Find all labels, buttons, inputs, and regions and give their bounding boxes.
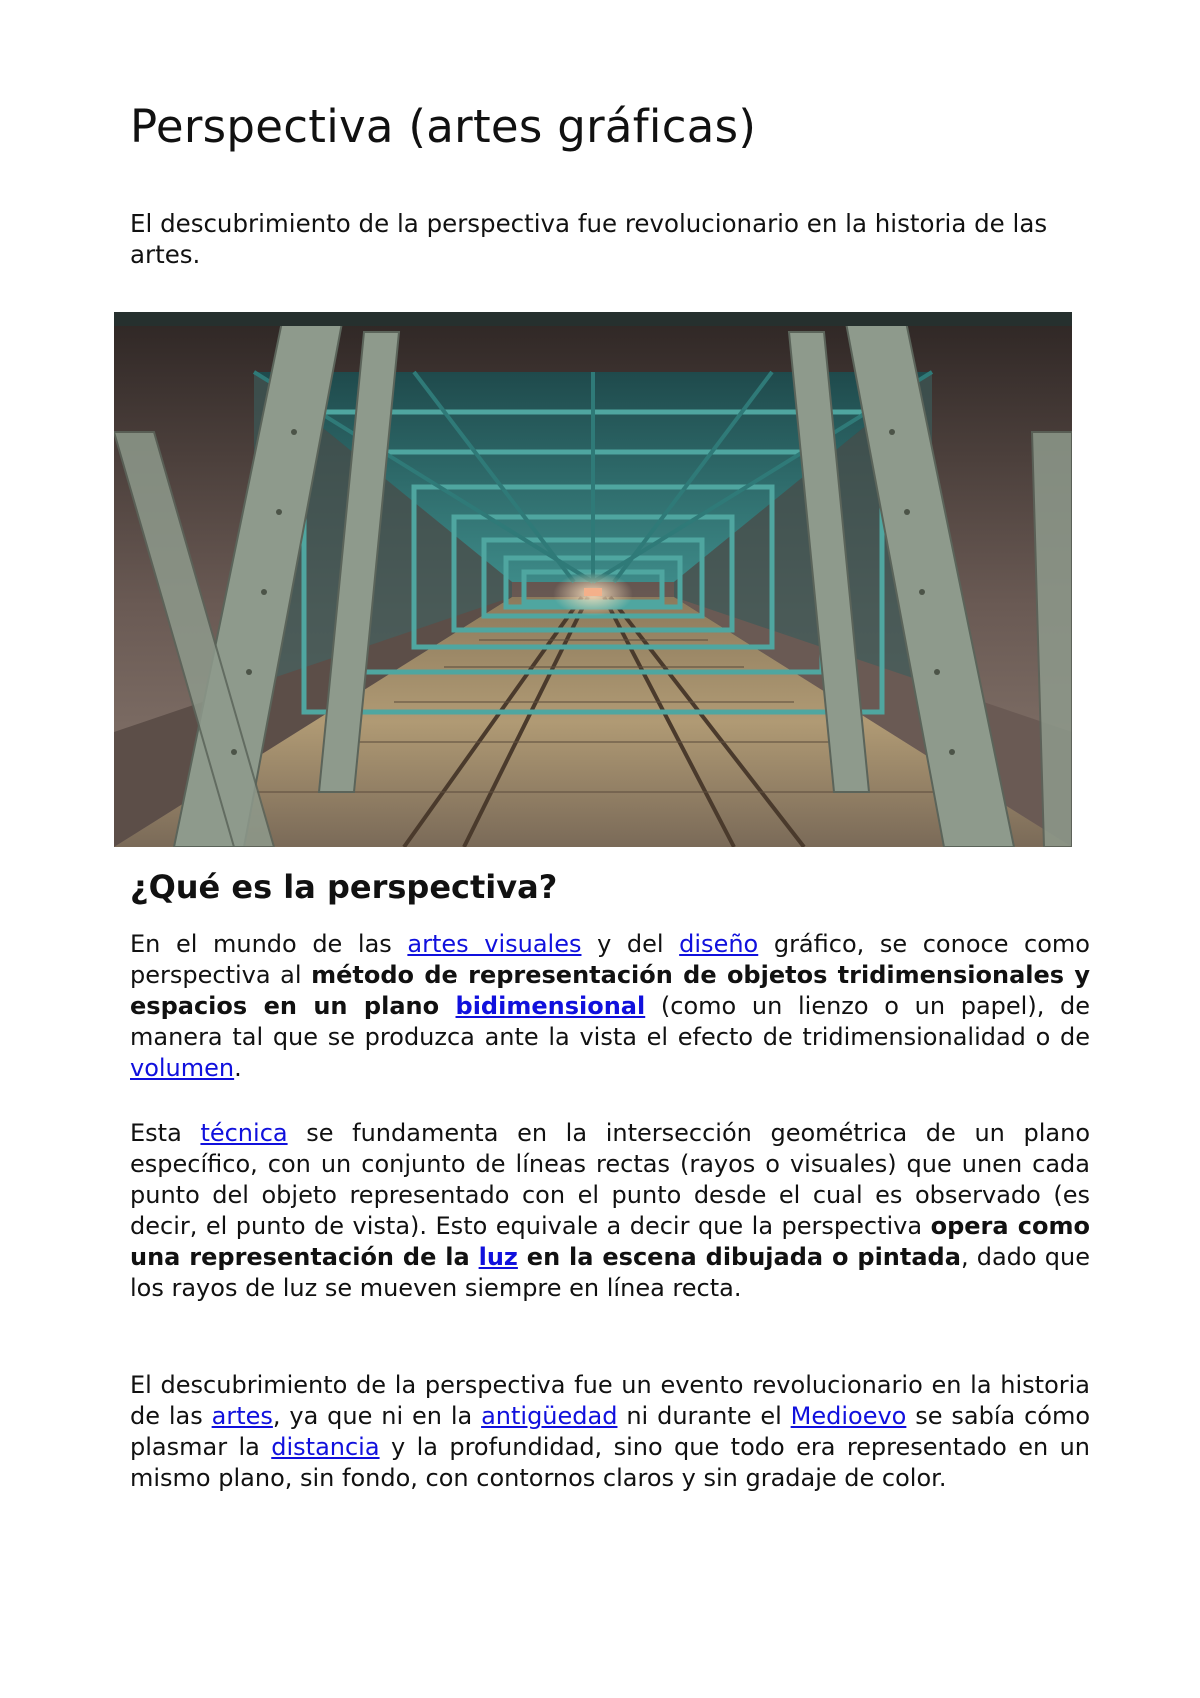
text: Esta <box>130 1119 201 1147</box>
link-medioevo[interactable]: Medioevo <box>790 1402 907 1430</box>
link-antiguedad[interactable]: antigüedad <box>481 1402 618 1430</box>
bold-text: opera como una representación de la <box>130 1212 1091 1271</box>
text: . <box>234 1054 242 1082</box>
text: y la profundidad, sino que todo era representado en un mismo plano, sin fondo, con contornos claros y sin gradaje de color. <box>130 1433 1090 1492</box>
text: se sabía cómo plasmar la <box>130 1402 1091 1461</box>
text: En el mundo de las <box>130 930 408 958</box>
link-diseno[interactable]: diseño <box>679 930 759 958</box>
paragraph-2 <box>130 1118 1090 1304</box>
link-tecnica[interactable]: técnica <box>200 1119 288 1147</box>
intro-paragraph: El descubrimiento de la perspectiva fue revolucionario en la historia de las artes. <box>130 209 1048 269</box>
text: (como un lienzo o un papel), de manera tal que se produzca ante la vista el efecto de tridimensionalidad o de <box>130 992 1091 1051</box>
bold-text: método de representación de objetos tridimensionales y espacios en un plano <box>130 961 1091 1020</box>
link-artes[interactable]: artes <box>211 1402 273 1430</box>
paragraph-3 <box>130 1370 1090 1494</box>
bold-text: en la escena dibujada o pintada <box>517 1243 961 1271</box>
text: gráfico, se conoce como perspectiva al <box>130 930 1090 989</box>
link-volumen[interactable]: volumen <box>130 1054 235 1082</box>
text: y del <box>581 930 680 958</box>
link-distancia[interactable]: distancia <box>271 1433 380 1461</box>
text: , ya que ni en la <box>272 1402 482 1430</box>
text: se fundamenta en la intersección geométrica de un plano específico, con un conjunto de líneas rectas (rayos o visuales) que unen cada punto del objeto representado con el punto desde el cual es observado (es decir, el punto de vista). Esto equivale a decir que la perspectiva <box>130 1119 1091 1240</box>
paragraph-1 <box>130 929 1090 1084</box>
text: ni durante el <box>617 1402 791 1430</box>
text: El descubrimiento de la perspectiva fue un evento revolucionario en la historia de las <box>130 1371 1090 1430</box>
link-luz[interactable]: luz <box>478 1243 518 1271</box>
text: , dado que los rayos de luz se mueven siempre en línea recta. <box>130 1243 1090 1302</box>
section-heading: ¿Qué es la perspectiva? <box>130 868 558 906</box>
bridge-perspective-photo <box>114 312 1072 847</box>
link-artes-visuales[interactable]: artes visuales <box>407 930 582 958</box>
page-title: Perspectiva (artes gráficas) <box>130 100 757 153</box>
link-bidimensional[interactable]: bidimensional <box>455 992 646 1020</box>
